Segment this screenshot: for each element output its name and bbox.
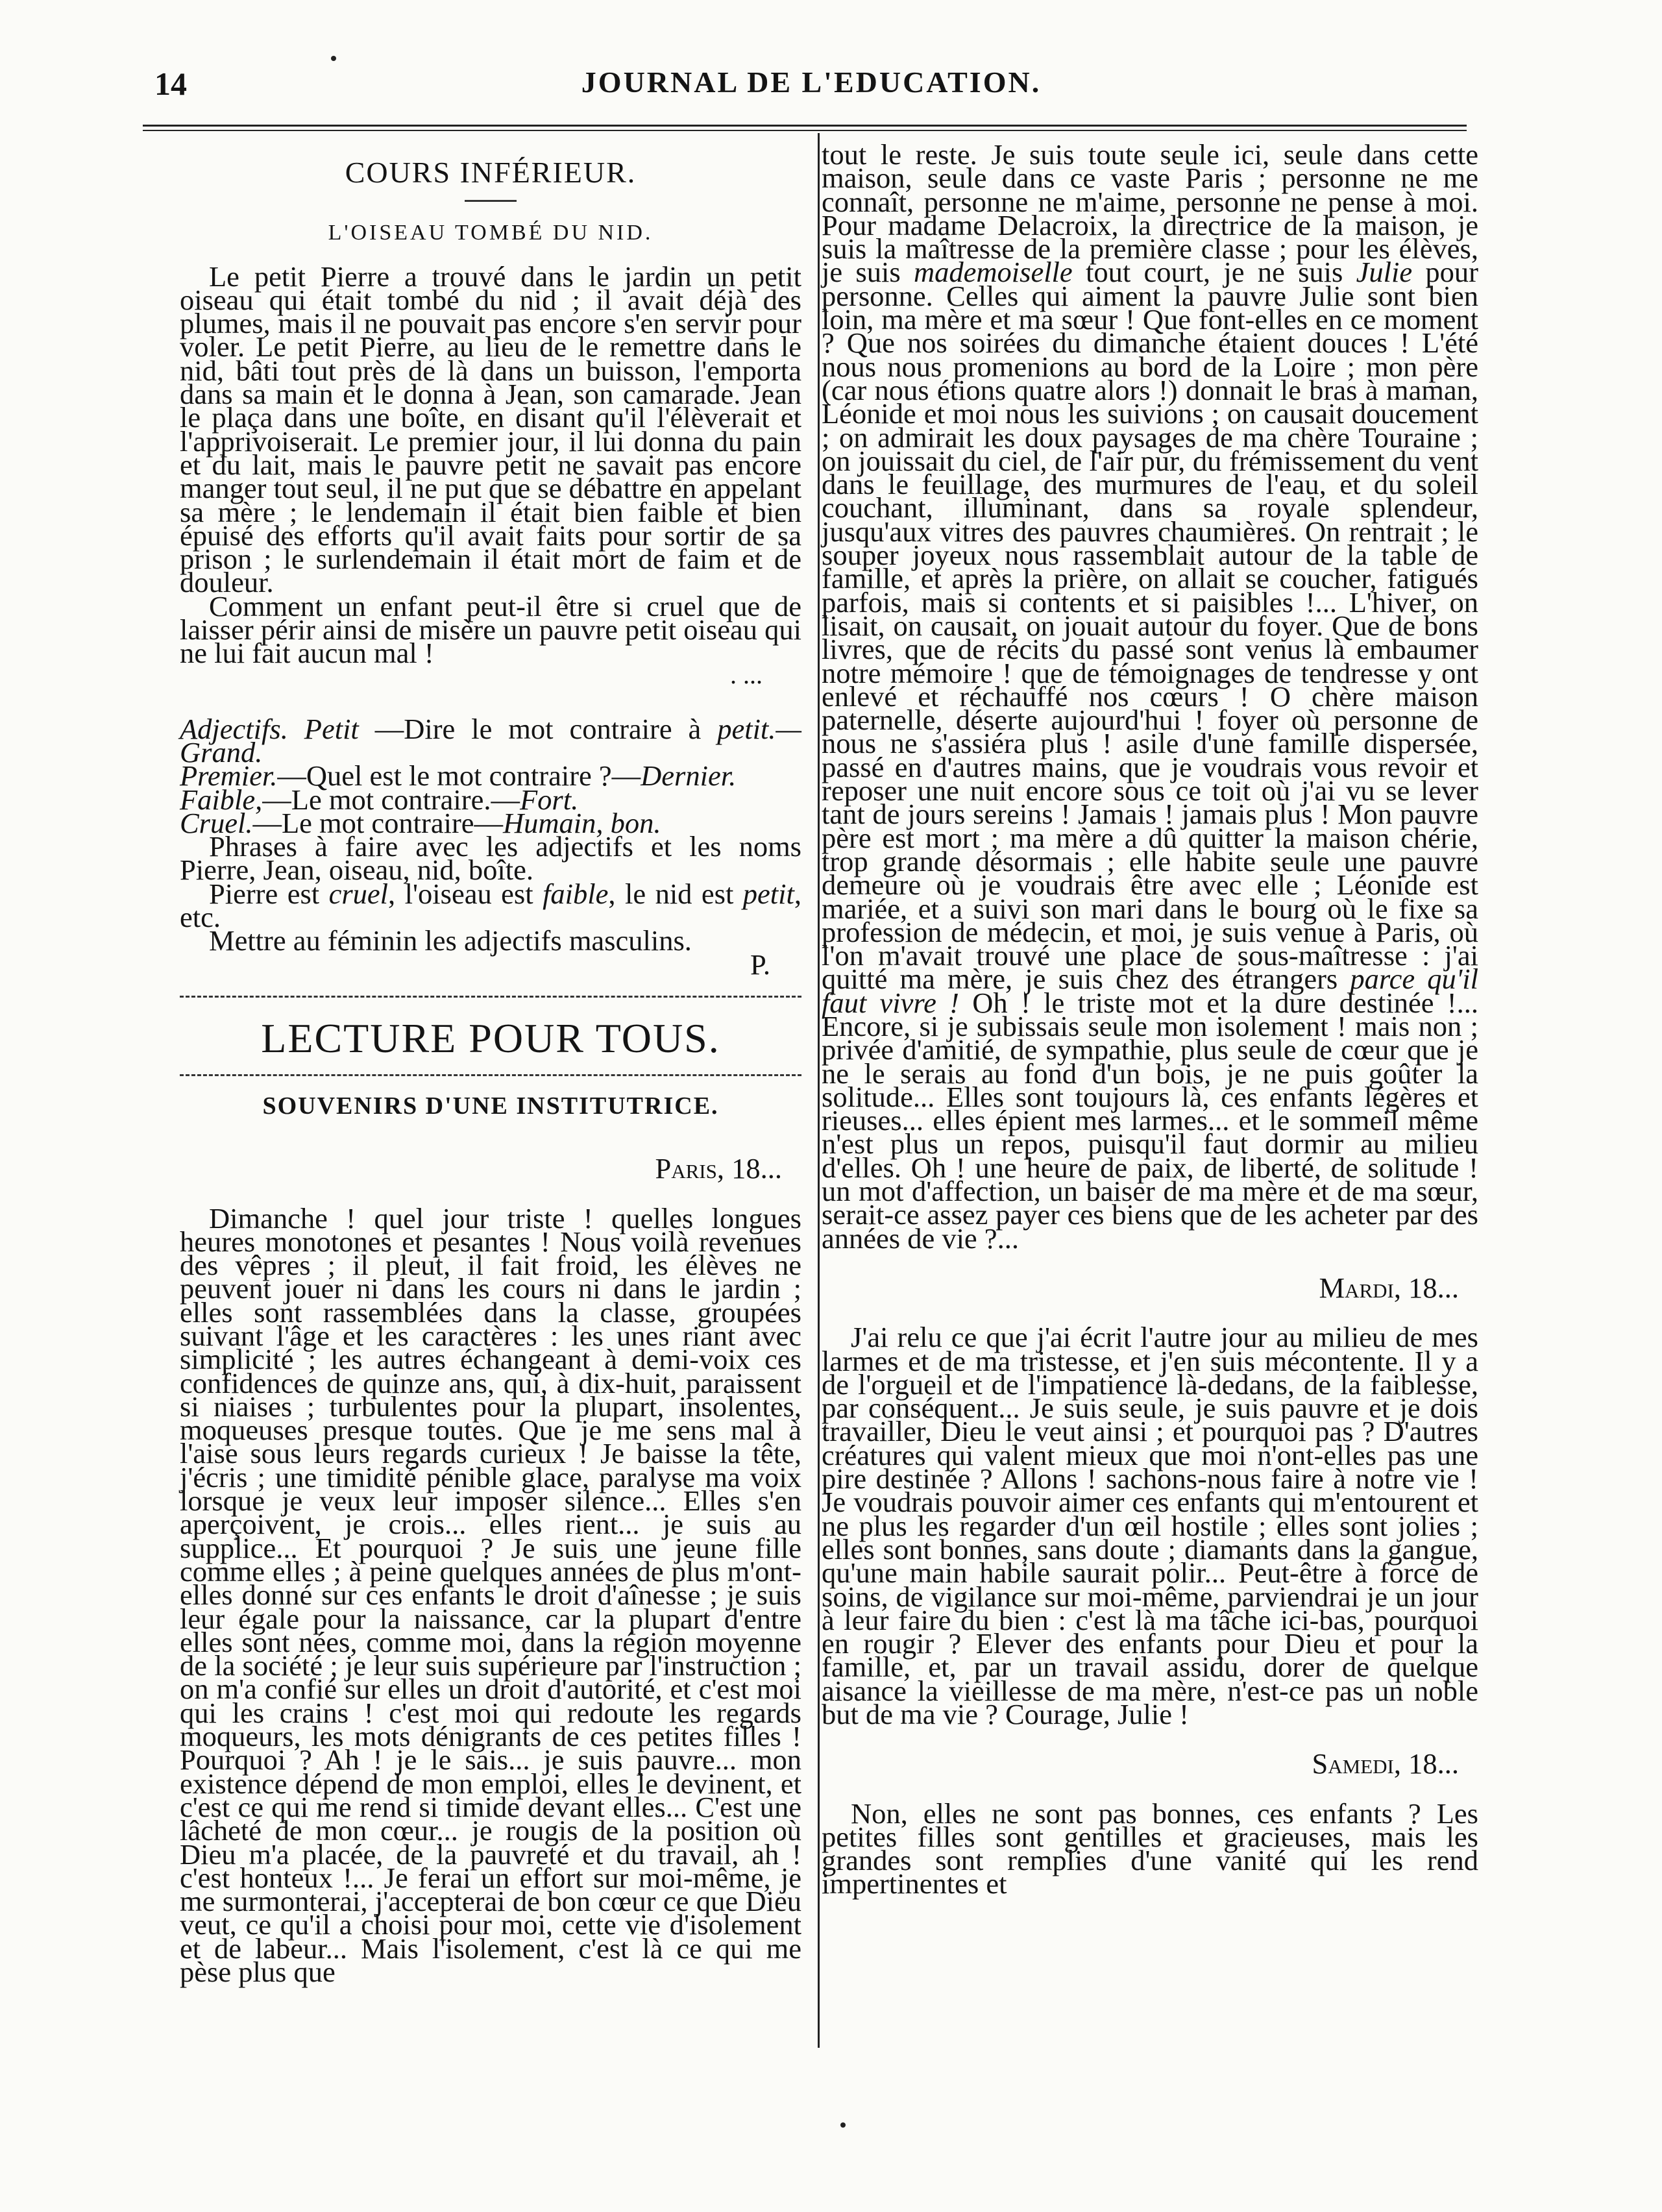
exercise-word: petit: [742, 877, 794, 910]
story-paragraph: Le petit Pierre a trouvé dans le jardin un petit oiseau qui était tombé du nid ; il avait déjà des plumes, mais il ne pouvait pas encore s'en servir pour voler. Le petit Pierre, au lieu de le remettre dans le nid, bâti tout près de là dans un buisson, l'emporta dans sa main et le donna à Jean, son camarade. Jean le plaça dans une boîte, en disant qu'il l'élèverait et l'apprivoiserait. Le premier jour, il lui donna du pain et du lait, mais le pauvre petit ne savait pas encore manger tout seul, il ne put que se débattre en appelant sa mère ; le lendemain il était bien faible et bien épuisé des efforts qu'il avait faits pour sortir de sa prison ; le surlendemain il était mort de faim et de douleur.: [180, 260, 801, 599]
dateline: Paris, 18...: [655, 1152, 782, 1185]
column-divider: [818, 133, 820, 2048]
dateline: Samedi, 18...: [1312, 1747, 1459, 1780]
dateline: Mardi, 18...: [1319, 1271, 1459, 1304]
exercise-instruction: —Dire le mot contraire à: [358, 712, 718, 745]
article-text: tout le reste. Je suis toute seule ici, seule dans cette maison, seule dans ce vaste Paris ; personne ne me connaît, personne ne m'aime, personne ne pense à moi. Pour madame Delacroix, la directrice de la maison, je suis la maîtresse de la première classe ; pour les élèves, je suis: [822, 138, 1478, 289]
journal-title: JOURNAL DE L'EDUCATION.: [581, 66, 1042, 99]
author-signature: P.: [750, 948, 770, 981]
article-paragraph: Non, elles ne sont pas bonnes, ces enfants ? Les petites filles sont gentilles et gracieuses, mais les grandes sont remplies d'une vanité qui les rend impertinentes et: [822, 1797, 1478, 1900]
short-rule: [465, 200, 517, 202]
exercise-line: Phrases à faire avec les adjectifs et les noms Pierre, Jean, oiseau, nid, boîte.: [180, 830, 801, 887]
article-text: tout court, je ne suis: [1072, 256, 1356, 289]
exercise-instruction: —Le mot contraire—: [252, 806, 504, 839]
exercise-block: [180, 712, 802, 957]
article-title: SOUVENIRS D'UNE INSTITUTRICE.: [262, 1092, 719, 1120]
exercise-word: Cruel.: [180, 806, 253, 839]
exercise-word: cruel: [328, 877, 389, 910]
emphasis-text: mademoiselle: [913, 256, 1073, 289]
left-column: [180, 149, 802, 1988]
exercise-text: Pierre est: [209, 877, 329, 910]
print-speck: [331, 56, 336, 61]
right-column: [822, 138, 1478, 1900]
page-number: 14: [154, 66, 187, 102]
lecture-section: [180, 1014, 801, 1988]
section-title: COURS INFÉRIEUR.: [345, 156, 637, 189]
exercise-text: , le nid est: [608, 877, 743, 910]
article-paragraph: Dimanche ! quel jour triste ! quelles longues heures monotones et pesantes ! Nous voilà revenues des vêpres ; il pleut, il fait froid, les élèves ne peuvent jouer ni dans les cours ni dans le jardin ; elles sont rassemblées dans la classe, groupées suivant l'âge et les caractères : les unes riant avec simplicité ; les autres échangeant à demi-voix ces confidences de quinze ans, qui, à dix-huit, paraissent si niaises ; turbulentes pour la plupart, insolentes, moqueuses presque toutes. Que je me sens mal à l'aise sous leurs regards curieux ! Je baisse la tête, j'écris ; une timidité pénible glace, paralyse ma voix lorsque je veux leur imposer silence... Elles s'en aperçoivent, je crois... elles rient... je suis au supplice... Et pourquoi ? Je suis une jeune fille comme elles ; à peine quelques années de plus m'ont-elles donné sur ces enfants le droit d'aînesse ; je suis leur égale pour la naissance, car la plupart d'entre elles sont nées, comme moi, dans la région moyenne de la société ; je leur suis supérieure par l'instruction ; on m'a confié sur elles un droit d'autorité, et c'est moi qui les crains ! c'est moi qui redoute les regards moqueurs, les mots dénigrants de ces petites filles ! Pourquoi ? Ah ! je le sais... je suis pauvre... mon existence dépend de mon emploi, elles le devinent, et c'est ce qui me rend si timide devant elles... C'est une lâcheté de mon cœur... je rougis de la position où Dieu m'a placée, de la pauvreté et du travail, ah ! c'est honteux !... Je ferai un effort sur moi-même, je me surmonterai, j'accepterai de bon cœur ce que Dieu veut, ce qu'il a choisi pour moi, cette vie d'isolement et de labeur... Mais l'isolement, c'est là ce qui me pèse plus que: [180, 1201, 801, 1988]
emphasis-text: parce qu'il faut vivre !: [822, 963, 1478, 1019]
article-paragraph: J'ai relu ce que j'ai écrit l'autre jour au milieu de mes larmes et de ma tristesse, et j'en suis mécontente. Il y a de l'orgueil et de l'impatience là-dedans, de la faiblesse, par conséquent... Je suis seule, je suis pauvre et je dois travailler, Dieu le veut ainsi ; et pourquoi pas ? D'autres créatures qui valent mieux que moi n'ont-elles pas une pire destinée ? Allons ! sachons-nous faire à notre vie ! Je voudrais pouvoir aimer ces enfants qui m'entourent et ne plus les regarder d'un œil hostile ; elles sont jolies ; elles sont bonnes, sans doute ; diamants dans la gangue, qu'une main habile saurait polir... Peut-être à force de soins, de vigilance sur moi-même, parviendrai je un jour à leur faire du bien : c'est là ma tâche ici-bas, pourquoi en rougir ? Elever des enfants pour Dieu et pour la famille, et, par un travail assidu, dorer de quelque aisance la vieillesse de ma mère, n'est-ce pas un noble but de ma vie ? Courage, Julie !: [822, 1321, 1478, 1730]
page-header: [0, 0, 1662, 130]
section-title: LECTURE POUR TOUS.: [261, 1014, 720, 1061]
emphasis-text: Julie: [1356, 256, 1413, 289]
print-speck: [840, 2122, 846, 2128]
exercise-text: , l'oiseau est: [388, 877, 543, 910]
story-paragraph: Comment un enfant peut-il être si cruel que de laisser périr ainsi de misère un pauvre petit oiseau qui ne lui fait aucun mal !: [180, 589, 801, 670]
exercise-instruction: —Le mot contraire.—: [262, 783, 520, 816]
section-separator: [180, 996, 801, 998]
story-title: L'OISEAU TOMBÉ DU NID.: [328, 221, 654, 245]
header-double-rule: [143, 125, 1467, 131]
section-separator: [180, 1074, 801, 1076]
exercise-word: Adjectifs. Petit: [180, 712, 359, 745]
cours-inferieur-section: [180, 156, 802, 981]
exercise-line: [180, 877, 802, 934]
exercise-word: faible: [543, 877, 609, 910]
exercise-text: , etc.: [180, 877, 802, 934]
exercise-line: Mettre au féminin les adjectifs masculins.: [209, 924, 692, 957]
separator-dots: . ...: [730, 659, 763, 689]
article-paragraph: [822, 138, 1478, 1255]
article-text: Oh ! le triste mot et la dure destinée !... Encore, si je subissais seule mon isolement ! mais non ; privée d'amitié, de sympathie, plus seule de cœur que je ne le serais au fond d'un bois, je ne puis goûter la solitude... Elles sont toujours là, ces enfants légères et rieuses... elles épient mes larmes... et le sommeil même n'est plus un repos, puisqu'il faut dormir au milieu d'elles. Oh ! une heure de paix, de liberté, de solitude ! un mot d'affection, un baiser de ma mère et de ma sœur, serait-ce assez payer ces biens que de les acheter par des années de vie ?...: [822, 986, 1478, 1255]
exercise-answer: Dernier.: [641, 759, 737, 793]
article-text: pour personne. Celles qui aiment la pauvre Julie sont bien loin, ma mère et ma sœur ! Que font-elles en ce moment ? Que nos soirées du dimanche étaient douces ! L'été nous nous promenions au bord de la Loire ; mon père (car nous étions quatre alors !) donnait le bras à maman, Léonide et moi nous les suivions ; on causait doucement ; on admirait les doux paysages de ma chère Touraine ; on jouissait du ciel, de l'air pur, du frémissement du vent dans le feuillage, des murmures de l'eau, et du soleil couchant, illuminant, dans sa royale splendeur, jusqu'aux vitres des pauvres chaumières. On rentrait ; le souper joyeux nous rassemblait autour de la table de famille, et après la prière, on allait se coucher, fatigués parfois, mais si contents et si paisibles !... L'hiver, on lisait, on causait, on jouait autour du foyer. Que de bons livres, que de récits du passé sont venus là embaumer notre mémoire ! que de témoignages de tendresse y ont enlevé et réchauffé nos cœurs ! O chère maison paternelle, déserte aujourd'hui ! foyer où personne de nous ne s'assiéra plus ! asile d'une famille dispersée, passé en d'autres mains, que je voudrais vous revoir et reposer une nuit encore sous ce toit où j'ai vu se lever tant de jours sereins ! Jamais ! jamais plus ! Mon pauvre père est mort ; ma mère a dû quitter la maison chérie, trop grande désormais ; elle habite seule une pauvre demeure où je voudrais être avec elle ; Léonide est mariée, et a suivi son mari dans le bourg où le fixe sa profession de médecin, et moi, je suis venue à Paris, où l'on m'avait trouvé une place de sous-maîtresse : j'ai quitté ma mère, je suis chez des étrangers: [822, 256, 1478, 996]
exercise-line: [180, 712, 801, 768]
exercise-instruction: —Quel est le mot contraire ?—: [277, 759, 641, 793]
exercise-answer: Humain, bon.: [503, 806, 661, 839]
exercise-answer: petit.—Grand.: [180, 712, 801, 768]
exercise-answer: Fort.: [519, 783, 579, 816]
exercise-word: Faible,: [180, 783, 263, 816]
exercise-word: Premier.: [180, 759, 278, 793]
